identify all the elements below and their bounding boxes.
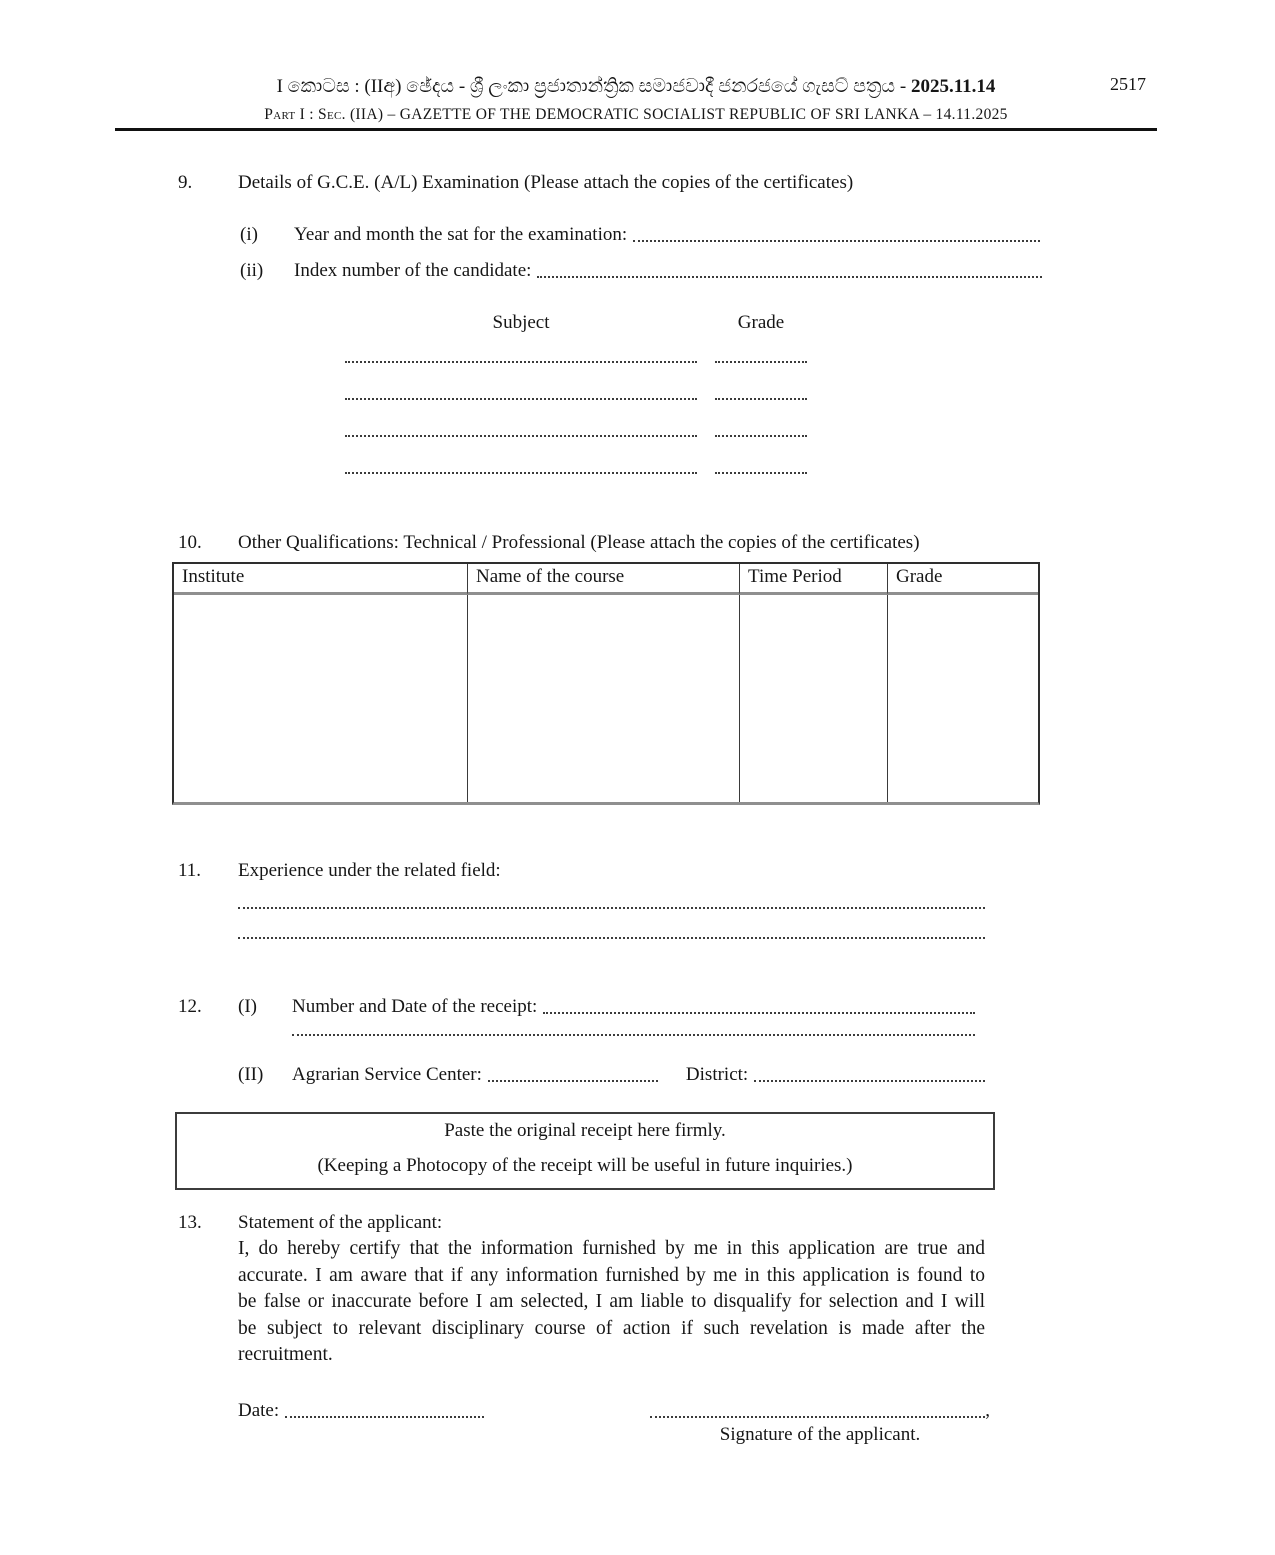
receipt-box-line1: Paste the original receipt here firmly. (444, 1120, 726, 1141)
item-II-label: (II) (238, 1064, 264, 1085)
form-line-receipt-number (178, 994, 975, 1018)
subject-dotted-line (345, 472, 697, 474)
date-line (238, 1398, 484, 1422)
dotted-line (754, 1080, 985, 1082)
header-title-sinhala-text: I කොටස : (IIඅ) ඡේදය - ශ්‍රී ලංකා ප්‍රජාතාන්ත්‍රික සමාජවාදී ජනරජයේ ගැසට් පත්‍රය - (276, 76, 907, 97)
column-header-course: Name of the course (468, 564, 740, 595)
section-10-heading (178, 532, 1058, 554)
section-10-title: Other Qualifications: Technical / Professional (Please attach the copies of the certificates) (238, 532, 920, 553)
dotted-line (543, 1012, 975, 1014)
signature-comma: , (985, 1400, 990, 1421)
item-I-label: (I) (238, 996, 257, 1017)
index-number-label: Index number of the candidate: (294, 260, 532, 281)
dotted-line (537, 276, 1042, 278)
section-11-title: Experience under the related field: (238, 860, 501, 881)
grade-dotted-line (715, 398, 807, 400)
grade-dotted-line (715, 435, 807, 437)
qualifications-table (172, 562, 1040, 805)
section-9-title: Details of G.C.E. (A/L) Examination (Please attach the copies of the certificates) (238, 172, 854, 193)
column-header-time-period: Time Period (740, 564, 888, 595)
exam-year-label: Year and month the sat for the examination: (294, 224, 628, 245)
receipt-dotted-line (292, 1034, 975, 1036)
section-13-number: 13. (178, 1212, 202, 1233)
grade-column-header: Grade (737, 312, 785, 333)
dotted-line (633, 240, 1040, 242)
experience-dotted-line (238, 907, 985, 909)
district-label: District: (685, 1064, 749, 1085)
section-12-number: 12. (178, 996, 202, 1017)
receipt-number-label: Number and Date of the receipt: (292, 996, 538, 1017)
date-label: Date: (238, 1400, 280, 1421)
form-line-exam-year (240, 222, 1040, 246)
subject-column-header: Subject (492, 312, 550, 333)
service-center-label: Agrarian Service Center: (292, 1064, 482, 1085)
header-date-sinhala: 2025.11.14 (910, 76, 996, 97)
page-number: 2517 (1110, 74, 1146, 94)
grade-dotted-line (715, 472, 807, 474)
header-rule (115, 128, 1157, 131)
experience-dotted-line (238, 937, 985, 939)
form-line-index-number (240, 258, 1042, 282)
subject-dotted-line (345, 361, 697, 363)
subject-dotted-line (345, 435, 697, 437)
grade-dotted-line (715, 361, 807, 363)
form-line-service-center (238, 1062, 985, 1086)
subject-dotted-line (345, 398, 697, 400)
table-cell-course (468, 595, 740, 802)
table-cell-institute (174, 595, 468, 802)
section-9-heading (178, 172, 1058, 194)
section-11-heading (178, 860, 1058, 882)
section-13-heading (178, 1212, 1058, 1234)
signature-line (650, 1398, 990, 1422)
signature-dotted-line (650, 1416, 985, 1418)
item-ii-label: (ii) (240, 260, 264, 281)
signature-caption: Signature of the applicant. (719, 1424, 921, 1445)
section-10-number: 10. (178, 532, 202, 553)
receipt-box-line2: (Keeping a Photocopy of the receipt will be useful in future inquiries.) (317, 1155, 853, 1176)
item-i-label: (i) (240, 224, 258, 245)
dotted-line (488, 1080, 658, 1082)
header-title-english: Part I : Sec. (IIA) – GAZETTE OF THE DEMOCRATIC SOCIALIST REPUBLIC OF SRI LANKA – 14.11.2025 (264, 106, 1008, 123)
table-cell-time-period (740, 595, 888, 802)
column-header-institute: Institute (174, 564, 468, 595)
dotted-line (285, 1416, 484, 1418)
receipt-paste-box (175, 1112, 995, 1190)
section-13-title: Statement of the applicant: (238, 1212, 443, 1233)
section-11-number: 11. (178, 860, 202, 881)
column-header-grade: Grade (888, 564, 1038, 595)
section-9-number: 9. (178, 172, 193, 193)
header-title-sinhala (115, 76, 1157, 98)
table-cell-grade (888, 595, 1038, 802)
statement-paragraph: I, do hereby certify that the information furnished by me in this application are true and accurate. I am aware that if any information furnished by me in this application is found to be false or inaccurate before I am selected, I am liable to disqualify for selection and I will be subject to relevant disciplinary course of action if such revelation is made after the recruitment. (238, 1238, 985, 1365)
